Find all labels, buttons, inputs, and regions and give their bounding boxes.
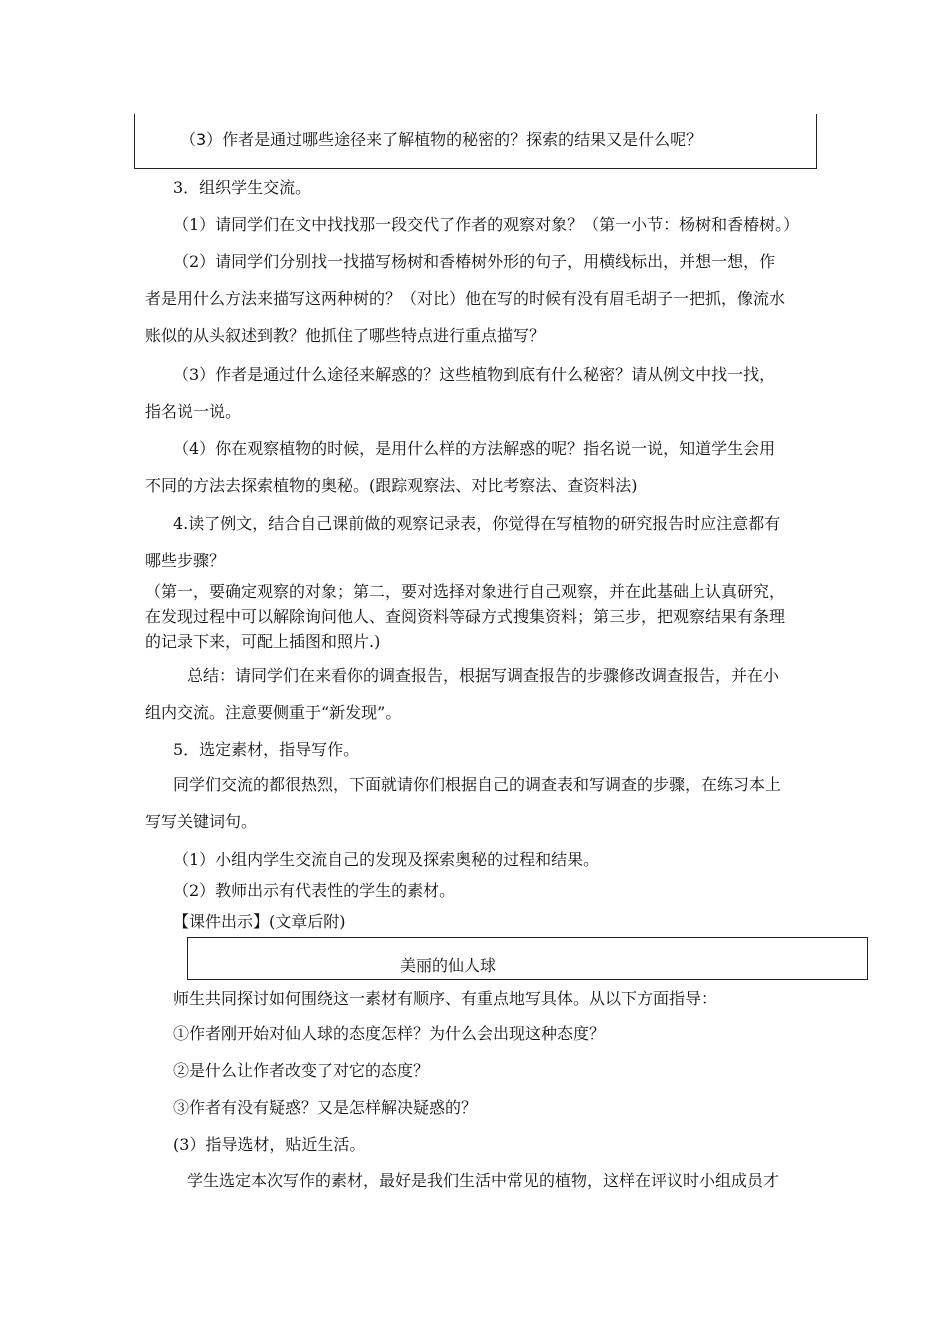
guide-point-3: ③作者有没有疑惑？又是怎样解决疑惑的？ [173, 1098, 478, 1117]
section4-answer-line1: （第一，要确定观察的对象；第二，要对选择对象进行自己观察，并在此基础上认真研究， [145, 582, 786, 601]
section4-summary-line2: 组内交流。注意要侧重于“新发现”。 [145, 703, 402, 722]
discussion-text: 师生共同探讨如何围绕这一素材有顺序、有重点地写具体。从以下方面指导： [173, 989, 718, 1008]
section3-q4-line2: 不同的方法去探索植物的奥秘。(跟踪观察法、对比考察法、查资料法) [145, 476, 638, 495]
section3-q3-line1: （3）作者是通过什么途径来解惑的？这些植物到底有什么秘密？请从例文中找一找， [173, 365, 776, 384]
courseware-label: 【课件出示】(文章后附) [173, 912, 346, 931]
material-title: 美丽的仙人球 [400, 956, 497, 975]
boxed-question: （3）作者是通过哪些途径来了解植物的秘密的？探索的结果又是什么呢？ [180, 130, 703, 149]
guide-point-2: ②是什么让作者改变了对它的态度？ [173, 1061, 430, 1080]
section3-q4-line1: （4）你在观察植物的时候，是用什么样的方法解惑的呢？指名说一说，知道学生会用 [173, 439, 776, 458]
section5-intro-line1: 同学们交流的都很热烈，下面就请你们根据自己的调查表和写调查的步骤，在练习本上 [173, 775, 782, 794]
material-box [187, 937, 868, 980]
section3-q3-line2: 指名说一说。 [145, 402, 242, 421]
final-line: 学生选定本次写作的素材，最好是我们生活中常见的植物，这样在评议时小组成员才 [187, 1171, 780, 1190]
section4-line1: 4.读了例文，结合自己课前做的观察记录表，你觉得在写植物的研究报告时应注意都有 [173, 514, 781, 533]
section3-heading: 3．组织学生交流。 [173, 178, 312, 197]
section4-line2: 哪些步骤？ [145, 551, 226, 570]
section3-q2-line2: 者是用什么方法来描写这两种树的？（对比）他在写的时候有没有眉毛胡子一把抓，像流水 [145, 289, 786, 308]
section4-answer-line2: 在发现过程中可以解除询问他人、查阅资料等碌方式搜集资料；第三步，把观察结果有条理 [145, 607, 786, 626]
section5-heading: 5．选定素材，指导写作。 [173, 740, 360, 759]
section3-q2-line3: 账似的从头叙述到教？他抓住了哪些特点进行重点描写？ [145, 326, 546, 345]
section5-item2: （2）教师出示有代表性的学生的素材。 [173, 881, 456, 900]
guide-point-1: ①作者刚开始对仙人球的态度怎样？为什么会出现这种态度？ [173, 1024, 606, 1043]
section5-intro-line2: 写写关键词句。 [145, 812, 258, 831]
section5-item1: （1）小组内学生交流自己的发现及探索奥秘的过程和结果。 [173, 850, 600, 869]
section3-q1: （1）请同学们在文中找找那一段交代了作者的观察对象？（第一小节：杨树和香椿树。） [173, 215, 800, 234]
section3-q2-line1: （2）请同学们分别找一找描写杨树和香椿树外形的句子，用横线标出，并想一想，作 [173, 252, 776, 271]
section5-item3: (3）指导选材，贴近生活。 [173, 1135, 366, 1154]
section4-summary-line1: 总结：请同学们在来看你的调查报告，根据写调查报告的步骤修改调查报告，并在小 [187, 666, 780, 685]
section4-answer-line3: 的记录下来，可配上插图和照片.) [145, 632, 381, 651]
